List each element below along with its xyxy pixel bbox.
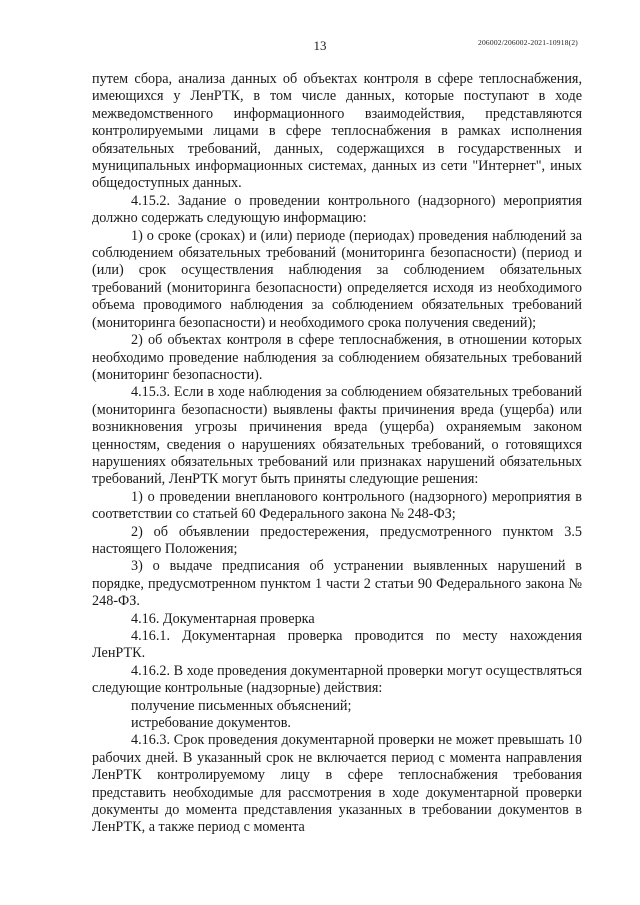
paragraph: 4.16. Документарная проверка xyxy=(131,610,315,627)
paragraph: истребование документов. xyxy=(131,715,291,732)
paragraph: 4.16.3. Срок проведения документарной проверки не может превышать 10 рабочих дней. В указанный срок не включается период с момента направления ЛенРТК контролируемому лицу в сфере теплоснабжения требования представить необходимые для рассмотрения в ходе документарной проверки документы до момента представления указанных в требовании документов в ЛенРТК, а также период с момента xyxy=(92,732,582,836)
page-number: 13 xyxy=(313,38,327,53)
paragraph: 4.15.2. Задание о проведении контрольного (надзорного) мероприятия должно содержать следующую информацию: xyxy=(92,192,582,227)
paragraph: 3) о выдаче предписания об устранении выявленных нарушений в порядке, предусмотренном пунктом 1 части 2 статьи 90 Федерального закона № 248-ФЗ. xyxy=(92,558,582,610)
paragraph: 4.16.1. Документарная проверка проводится по месту нахождения ЛенРТК. xyxy=(92,628,582,662)
document-code: 206002/206002-2021-10918(2) xyxy=(478,38,578,47)
paragraph: 1) о сроке (сроках) и (или) периоде (периодах) проведения наблюдений за соблюдением обязательных требований (мониторинга безопасности) (период и (или) срок осуществления наблюдения за соблюдением обязательных требований (мониторинга безопасности) определяется исходя из необходимого объема проводимого наблюдения за соблюдением обязательных требований (мониторинга безопасности) и необходимого срока получения сведений); xyxy=(92,227,582,331)
paragraph: 4.15.3. Если в ходе наблюдения за соблюдением обязательных требований (мониторинга безопасности) выявлены факты причинения вреда (ущерба) или возникновения угрозы причинения вреда (ущерба) охраняемым законом ценностям, сведения о нарушениях обязательных требований, о готовящихся нарушениях обязательных требований или признаках нарушений обязательных требований, ЛенРТК могут быть приняты следующие решения: xyxy=(92,384,582,488)
paragraph: 2) об объявлении предостережения, предусмотренного пунктом 3.5 настоящего Положения; xyxy=(92,523,582,557)
paragraph: получение письменных объяснений; xyxy=(131,697,352,714)
paragraph: путем сбора, анализа данных об объектах контроля в сфере теплоснабжения, имеющихся у ЛенРТК, в том числе данных, которые поступают в ходе межведомственного информационного взаимодействия, представляются контролируемыми лицами в сфере теплоснабжения в рамках исполнения обязательных требований, данных, содержащихся в государственных и муниципальных информационных системах, данных из сети "Интернет", иных общедоступных данных. xyxy=(92,71,582,192)
paragraph: 4.16.2. В ходе проведения документарной проверки могут осуществляться следующие контрольные (надзорные) действия: xyxy=(92,662,582,697)
paragraph: 1) о проведении внепланового контрольного (надзорного) мероприятия в соответствии со статьей 60 Федерального закона № 248-ФЗ; xyxy=(92,488,582,523)
document-body xyxy=(92,71,582,837)
paragraph: 2) об объектах контроля в сфере теплоснабжения, в отношении которых необходимо проведение наблюдения за соблюдением обязательных требований (мониторинг безопасности). xyxy=(92,332,582,383)
